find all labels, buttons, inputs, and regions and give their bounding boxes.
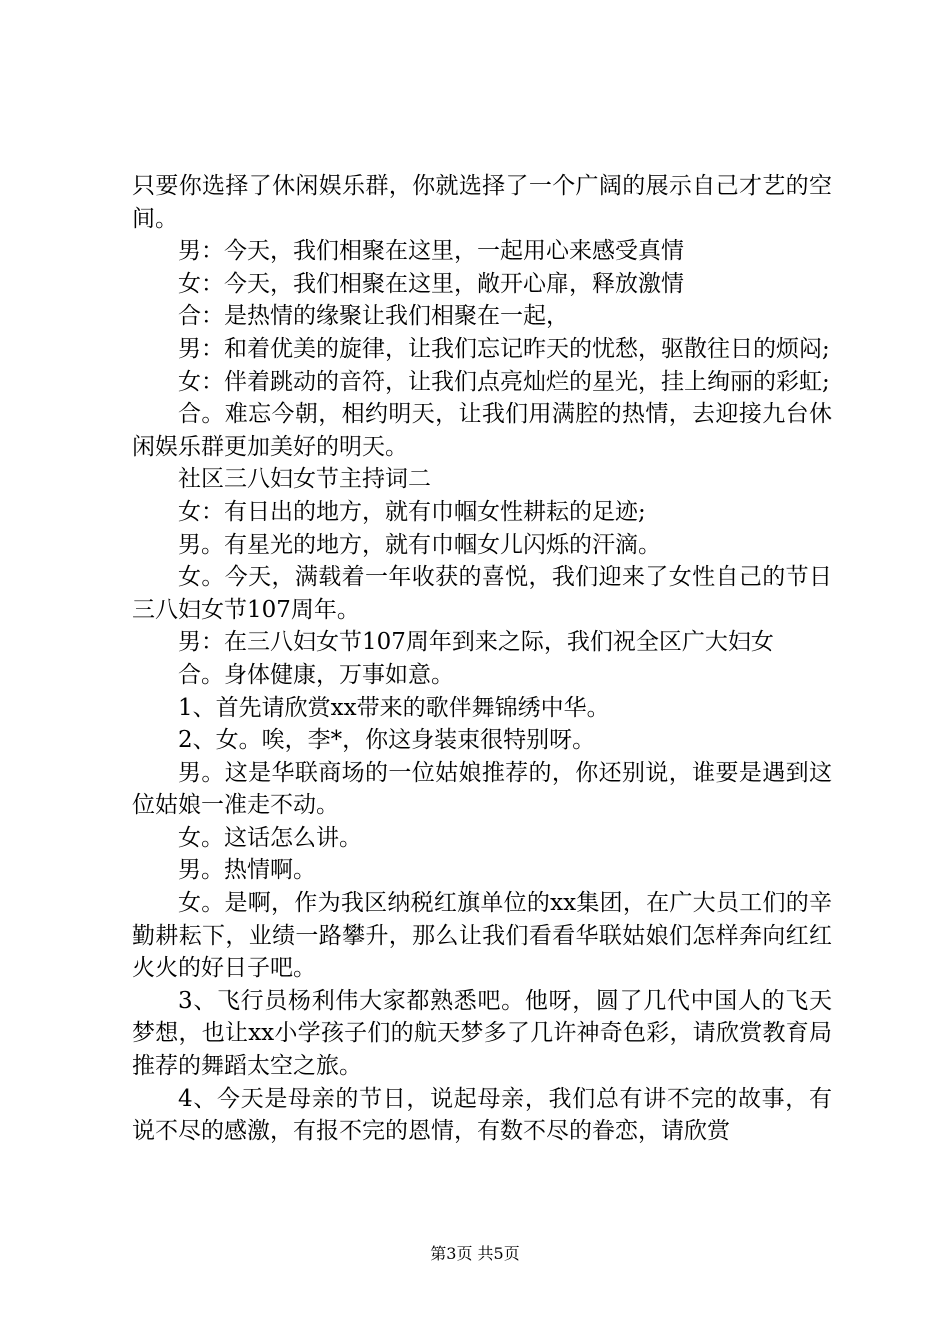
paragraph: 男：今天，我们相聚在这里，一起用心来感受真情 [178, 238, 684, 265]
paragraph: 合。身体健康，万事如意。 [178, 661, 454, 688]
paragraph: 男。这是华联商场的一位姑娘推荐的，你还别说，谁要是遇到这位姑娘一准走不动。 [132, 759, 832, 819]
paragraph: 合：是热情的缘聚让我们相聚在一起， [178, 303, 569, 330]
paragraph: 女。是啊，作为我区纳税红旗单位的xx集团，在广大员工们的辛勤耕耘下，业绩一路攀升，那么让我们看看华联姑娘们怎样奔向红红火火的好日子吧。 [132, 890, 832, 982]
paragraph: 合。难忘今朝，相约明天，让我们用满腔的热情，去迎接九台休闲娱乐群更加美好的明天。 [132, 401, 832, 460]
section-heading: 社区三八妇女节主持词二 [178, 466, 431, 493]
paragraph: 3、飞行员杨利伟大家都熟悉吧。他呀，圆了几代中国人的飞天梦想，也让xx小学孩子们的航天梦多了几许神奇色彩，请欣赏教育局推荐的舞蹈太空之旅。 [132, 987, 832, 1080]
paragraph: 4、今天是母亲的节日，说起母亲，我们总有讲不完的故事，有说不尽的感激，有报不完的恩情，有数不尽的眷恋，请欣赏 [132, 1085, 832, 1145]
paragraph: 只要你选择了休闲娱乐群，你就选择了一个广阔的展示自己才艺的空间。 [132, 173, 832, 232]
document-body [132, 170, 832, 1148]
paragraph: 男。热情啊。 [178, 857, 316, 884]
paragraph: 女。这话怎么讲。 [178, 824, 362, 851]
page-number-footer: 第3页 共5页 [430, 1244, 520, 1263]
paragraph: 1、首先请欣赏xx带来的歌伴舞锦绣中华。 [178, 694, 610, 721]
paragraph: 女：伴着跳动的音符，让我们点亮灿烂的星光，挂上绚丽的彩虹; [178, 368, 830, 395]
paragraph: 女：今天，我们相聚在这里，敞开心扉，释放激情 [178, 270, 684, 297]
paragraph: 2、女。唉，李*，你这身装束很特别呀。 [178, 727, 596, 754]
paragraph: 女：有日出的地方，就有巾帼女性耕耘的足迹; [178, 498, 646, 525]
paragraph: 男。有星光的地方，就有巾帼女儿闪烁的汗滴。 [178, 531, 661, 558]
paragraph: 男：和着优美的旋律，让我们忘记昨天的忧愁，驱散往日的烦闷; [178, 335, 830, 362]
paragraph: 男：在三八妇女节107周年到来之际，我们祝全区广大妇女 [178, 629, 774, 656]
paragraph: 女。今天，满载着一年收获的喜悦，我们迎来了女性自己的节日三八妇女节107周年。 [132, 564, 832, 623]
